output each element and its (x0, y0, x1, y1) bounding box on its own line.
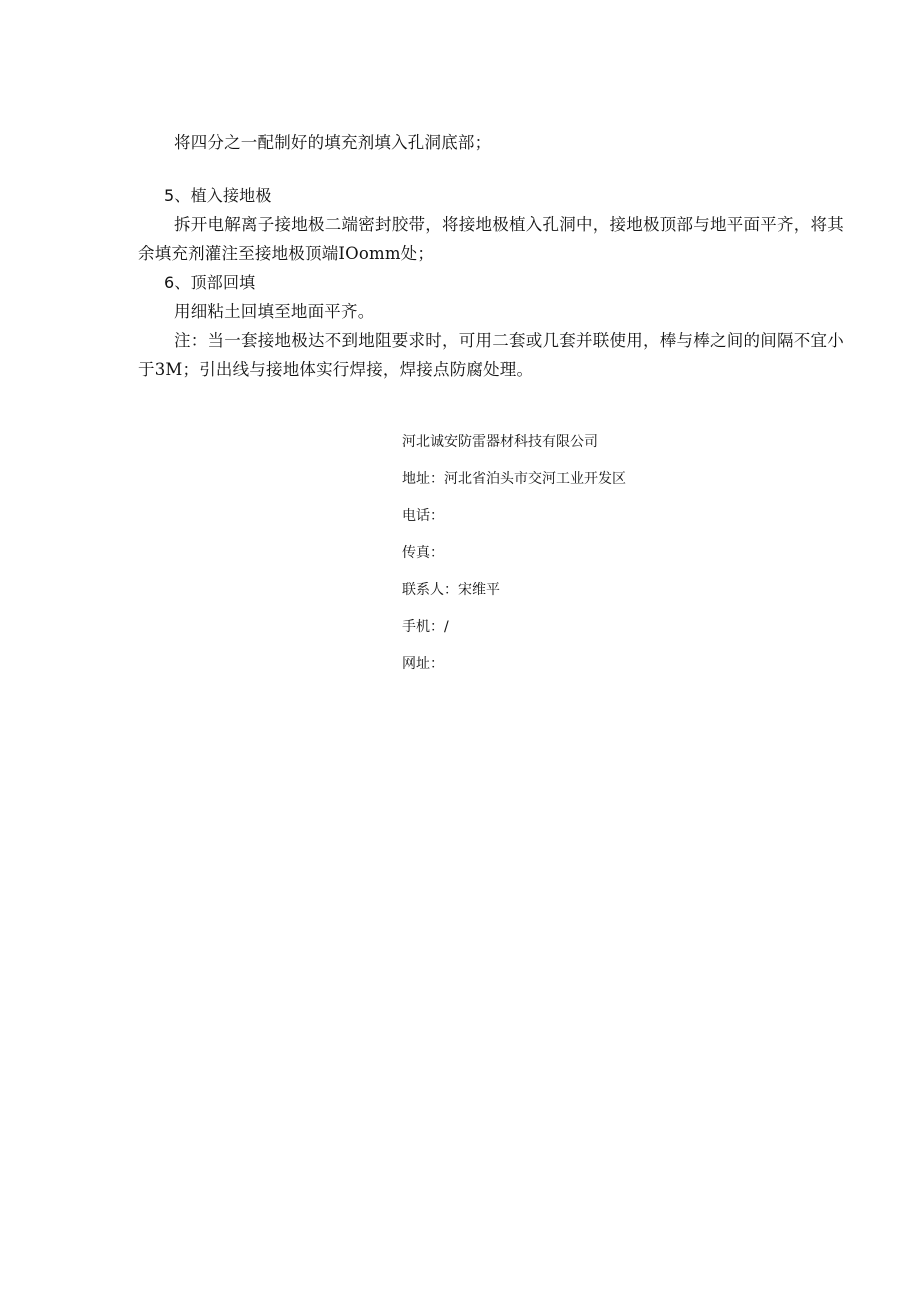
company-fax: 传真： (402, 545, 444, 561)
step5-heading: 5、植入接地极 (164, 186, 272, 205)
step6-paragraph: 用细粘土回填至地面平齐。 (174, 302, 375, 321)
document-steps (138, 181, 844, 384)
company-address: 地址：河北省泊头市交河工业开发区 (402, 471, 626, 487)
paragraph-fill-bottom: 将四分之一配制好的填充剂填入孔洞底部； (174, 133, 492, 152)
company-info-block (402, 432, 842, 691)
company-name: 河北诚安防雷器材科技有限公司 (402, 434, 598, 450)
company-phone: 电话： (402, 508, 444, 524)
document-body (138, 128, 844, 157)
company-contact: 联系人：宋维平 (402, 582, 500, 598)
step5-paragraph: 拆开电解离子接地极二端密封胶带，将接地极植入孔洞中，接地极顶部与地平面平齐，将其余填充剂灌注至接地极顶端IOomm处； (138, 215, 844, 263)
company-mobile: 手机：/ (402, 619, 449, 635)
note-paragraph: 注：当一套接地极达不到地阻要求时，可用二套或几套并联使用，棒与棒之间的间隔不宜小于3M；引出线与接地体实行焊接，焊接点防腐处理。 (138, 331, 844, 379)
step6-heading: 6、顶部回填 (164, 273, 256, 292)
company-website: 网址： (402, 656, 444, 672)
